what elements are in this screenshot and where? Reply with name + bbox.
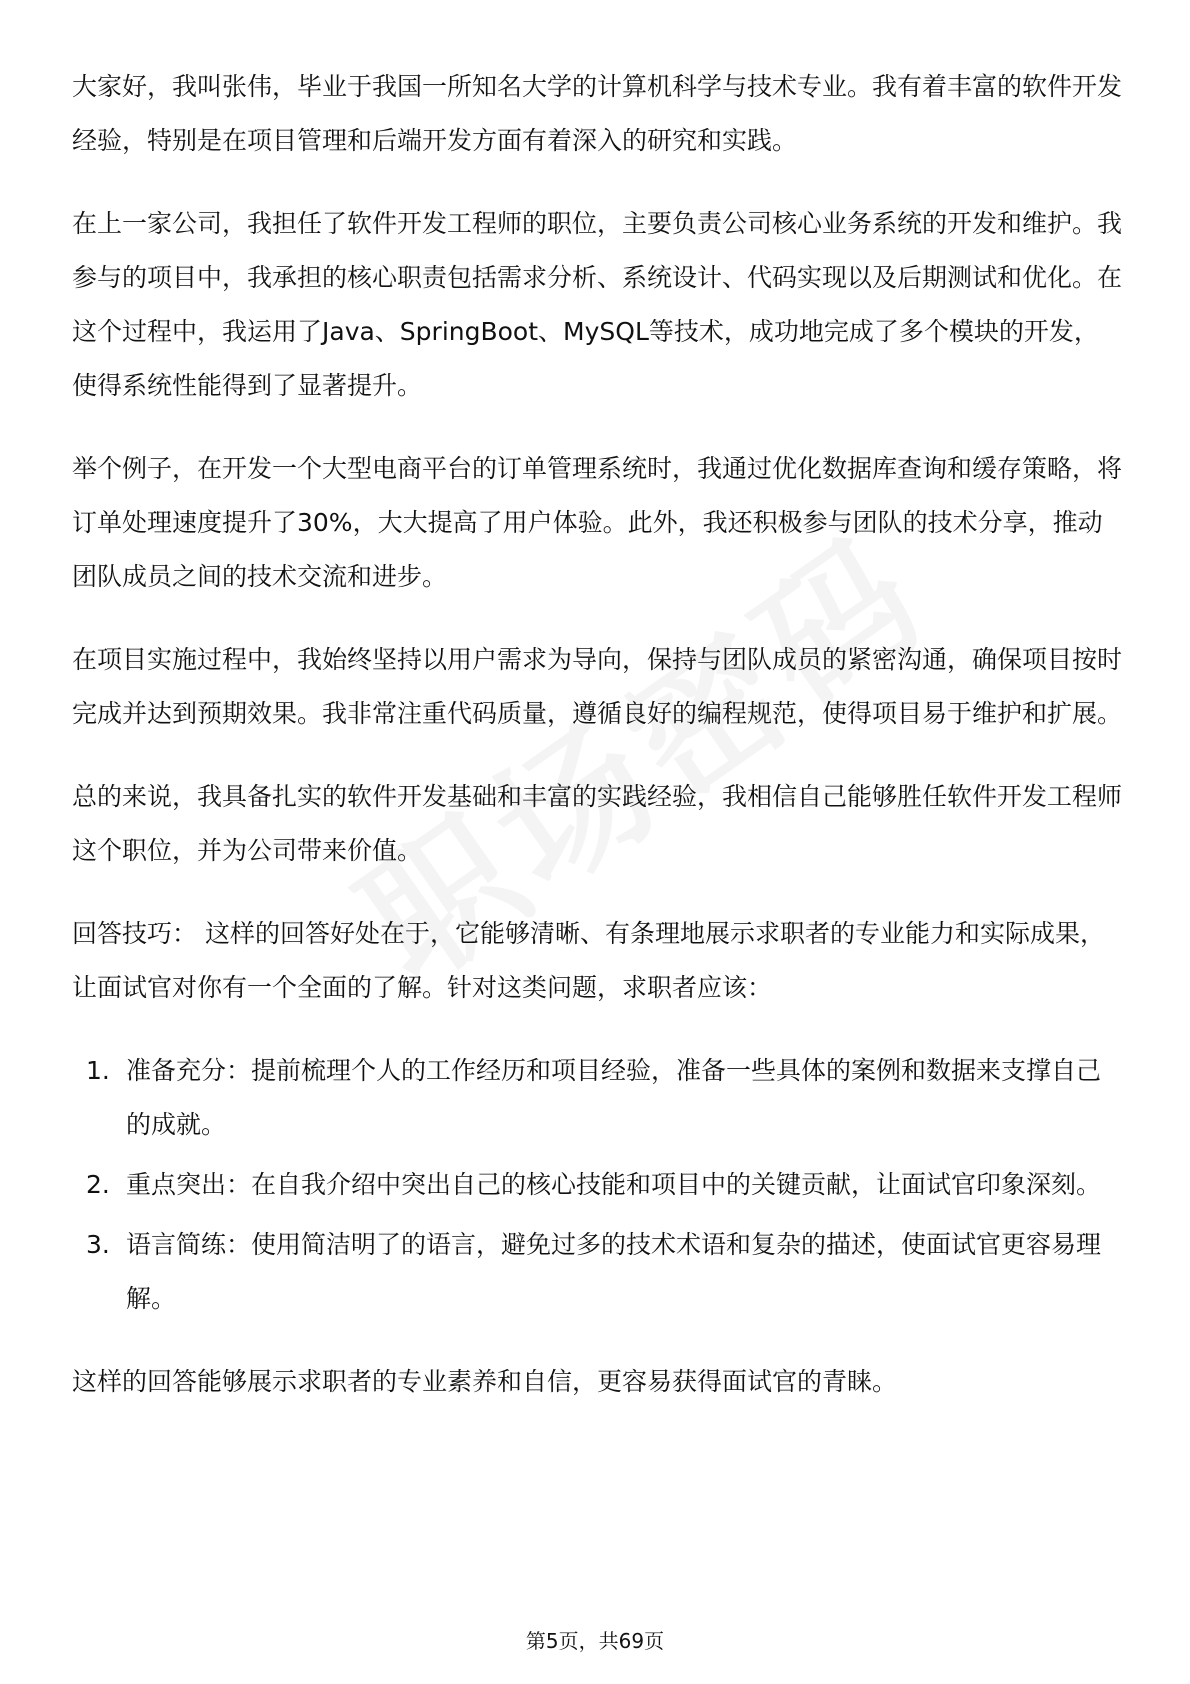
paragraph-example: 举个例子，在开发一个大型电商平台的订单管理系统时，我通过优化数据库查询和缓存策略，将订单处理速度提升了30%，大大提高了用户体验。此外，我还积极参与团队的技术分享，推动团队成员之间的技术交流和进步。 [72,454,1123,591]
document-body [72,60,1122,1438]
page-number: 第5页，共69页 [525,1629,665,1653]
paragraph-project-approach: 在项目实施过程中，我始终坚持以用户需求为导向，保持与团队成员的紧密沟通，确保项目按时完成并达到预期效果。我非常注重代码质量，遵循良好的编程规范，使得项目易于维护和扩展。 [72,645,1123,728]
paragraph-closing: 这样的回答能够展示求职者的专业素养和自信，更容易获得面试官的青睐。 [72,1367,898,1396]
paragraph-introduction: 大家好，我叫张伟，毕业于我国一所知名大学的计算机科学与技术专业。我有着丰富的软件开发经验，特别是在项目管理和后端开发方面有着深入的研究和实践。 [72,72,1123,155]
paragraph-previous-role: 在上一家公司，我担任了软件开发工程师的职位，主要负责公司核心业务系统的开发和维护。我参与的项目中，我承担的核心职责包括需求分析、系统设计、代码实现以及后期测试和优化。在这个过程中，我运用了Java、SpringBoot、MySQL等技术，成功地完成了多个模块的开发，使得系统性能得到了显著提升。 [72,209,1123,400]
tips-list [72,1044,1122,1326]
list-item [72,1158,1122,1212]
list-item [72,1218,1122,1326]
paragraph-summary: 总的来说，我具备扎实的软件开发基础和丰富的实践经验，我相信自己能够胜任软件开发工程师这个职位，并为公司带来价值。 [72,782,1123,865]
list-item-text: 语言简练：使用简洁明了的语言，避免过多的技术术语和复杂的描述，使面试官更容易理解。 [126,1230,1102,1313]
list-item-text: 准备充分：提前梳理个人的工作经历和项目经验，准备一些具体的案例和数据来支撑自己的成就。 [126,1056,1102,1139]
list-item-number: 3. [86,1230,110,1259]
list-item [72,1044,1122,1152]
paragraph-answer-tips: 回答技巧： 这样的回答好处在于，它能够清晰、有条理地展示求职者的专业能力和实际成果，让面试官对你有一个全面的了解。针对这类问题，求职者应该： [72,919,1105,1002]
list-item-number: 2. [86,1170,110,1199]
list-item-text: 重点突出：在自我介绍中突出自己的核心技能和项目中的关键贡献，让面试官印象深刻。 [126,1170,1102,1199]
list-item-number: 1. [86,1056,110,1085]
